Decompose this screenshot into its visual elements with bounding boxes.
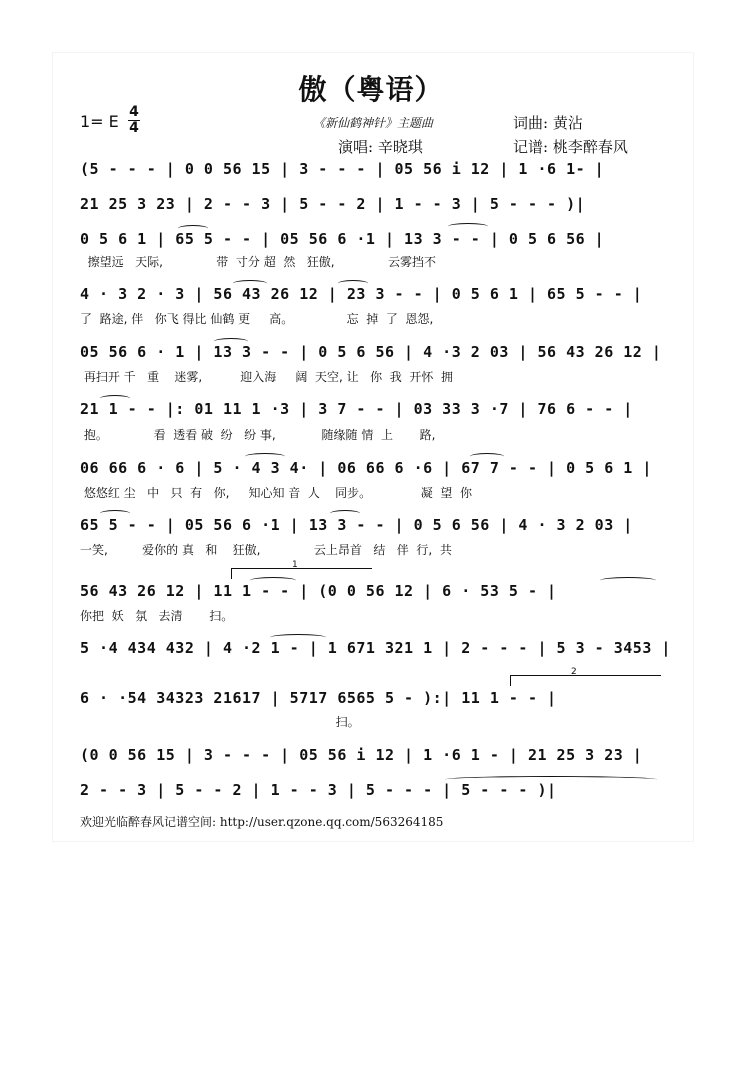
tie-arc: [233, 280, 267, 287]
score-line-3: 0 5 6 1 | 65 5 - - | 05 56 6 ·1 | 13 3 - - | 0 5 6 56 |: [80, 230, 605, 248]
tie-arc: [100, 510, 130, 517]
volta-bracket-1: [231, 560, 372, 579]
time-signature: [128, 106, 140, 135]
score-line-2: 21 25 3 23 | 2 - - 3 | 5 - - 2 | 1 - - 3 | 5 - - - )|: [80, 195, 586, 213]
score-line-12: (0 0 56 15 | 3 - - - | 05 56 i 12 | 1 ·6 1 - | 21 25 3 23 |: [80, 746, 643, 764]
lyric-line-3: 擦望远 天际, 带 寸分 超 然 狂傲, 云雾挡不: [80, 255, 437, 269]
lyric-line-7: 悠悠红 尘 中 只 有 你, 知心知 音 人 同步。 凝 望 你: [80, 486, 473, 500]
volta-2-label: 2: [571, 667, 577, 677]
score-line-10: 5 ·4 434 432 | 4 ·2 1 - | 1 671 321 1 | 2 - - - | 5 3 - 3453 |: [80, 639, 671, 657]
score-line-13: 2 - - 3 | 5 - - 2 | 1 - - 3 | 5 - - - | 5 - - - )|: [80, 781, 557, 799]
tie-arc: [214, 338, 248, 345]
tie-arc: [445, 776, 657, 783]
score-line-8: 65 5 - - | 05 56 6 ·1 | 13 3 - - | 0 5 6 56 | 4 · 3 2 03 |: [80, 516, 633, 534]
tie-arc: [600, 577, 656, 584]
tie-arc: [270, 634, 326, 641]
score-line-9: 56 43 26 12 | 11 1 - - | (0 0 56 12 | 6 · 53 5 - |: [80, 582, 557, 600]
singer: 演唱: 辛晓琪: [338, 138, 423, 156]
tie-arc: [330, 510, 360, 517]
tie-arc: [245, 453, 285, 460]
lyric-line-4: 了 路途, 伴 你飞 得比 仙鹤 更 高。 忘 掉 了 恩怨,: [80, 312, 434, 326]
tie-arc: [470, 453, 504, 460]
volta-bracket-2: [510, 667, 661, 686]
transcriber: 记谱: 桃李醉春风: [513, 138, 628, 156]
song-title: 傲（粤语）: [298, 73, 444, 106]
lyric-line-8: 一笑, 爱你的 真 和 狂傲, 云上昂首 结 伴 行, 共: [80, 543, 452, 557]
volta-1-label: 1: [292, 560, 298, 570]
lyric-line-5: 再扫开 千 重 迷雾, 迎入海 阔 天空, 让 你 我 开怀 拥: [80, 370, 453, 384]
lyric-line-6: 抱。 看 透看 破 纷 纷 事, 随缘随 情 上 路,: [80, 428, 436, 442]
tie-arc: [338, 280, 368, 287]
lyric-line-9: 你把 妖 氛 去清 扫。: [80, 609, 234, 623]
tie-arc: [100, 395, 130, 402]
score-line-5: 05 56 6 · 1 | 13 3 - - | 0 5 6 56 | 4 ·3 2 03 | 56 43 26 12 |: [80, 343, 662, 361]
score-line-4: 4 · 3 2 · 3 | 56 43 26 12 | 23 3 - - | 0 5 6 1 | 65 5 - - |: [80, 285, 643, 303]
lyricist-composer: 词曲: 黄沾: [513, 114, 583, 132]
tie-arc: [448, 223, 488, 230]
score-line-7: 06 66 6 · 6 | 5 · 4 3 4· | 06 66 6 ·6 | 67 7 - - | 0 5 6 1 |: [80, 459, 652, 477]
time-top: 4: [129, 104, 139, 120]
tie-arc: [178, 225, 208, 232]
score-line-6: 21 1 - - |: 01 11 1 ·3 | 3 7 - - | 03 33 3 ·7 | 76 6 - - |: [80, 400, 633, 418]
key-signature: 1= E: [80, 112, 119, 131]
time-bottom: 4: [129, 120, 139, 136]
score-line-11: 6 · ·54 34323 21617 | 5717 6565 5 - ):| 11 1 - - |: [80, 689, 557, 707]
footer-text: 欢迎光临醉春风记谱空间: http://user.qzone.qq.com/563264185: [80, 815, 444, 829]
subtitle: 《新仙鹤神针》主题曲: [313, 116, 434, 130]
lyric-line-11: 扫。: [80, 715, 360, 729]
tie-arc: [250, 577, 296, 584]
score-line-1: (5 - - - | 0 0 56 15 | 3 - - - | 05 56 i 12 | 1 ·6 1- |: [80, 160, 605, 178]
